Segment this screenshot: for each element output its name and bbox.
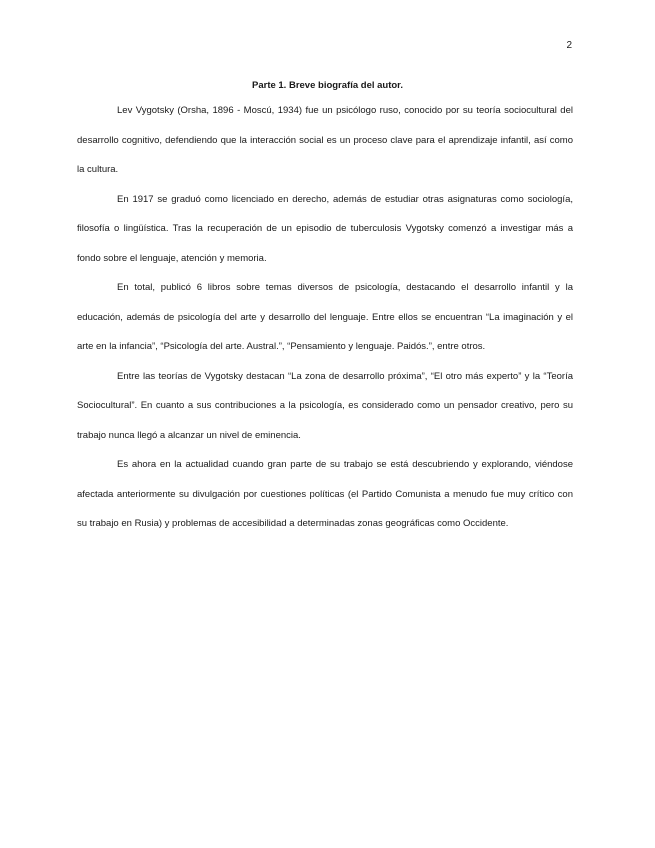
paragraph-1: Lev Vygotsky (Orsha, 1896 - Moscú, 1934) fue un psicólogo ruso, conocido por su teoría sociocultural del desarrollo cognitivo, defendiendo que la interacción social es un proceso clave para el aprendizaje infantil, así como la cultura. [77,105,573,175]
paragraph-5: Es ahora en la actualidad cuando gran parte de su trabajo se está descubriendo y explorando, viéndose afectada anteriormente su divulgación por cuestiones políticas (el Partido Comunista a menudo fue muy crítico con su trabajo en Rusia) y problemas de accesibilidad a determinadas zonas geográficas como Occidente. [77,459,573,529]
section-title: Parte 1. Breve biografía del autor. [252,80,403,91]
document-body [77,96,573,539]
paragraph-4: Entre las teorías de Vygotsky destacan “La zona de desarrollo próxima”, “El otro más experto” y la “Teoría Sociocultural”. En cuanto a sus contribuciones a la psicología, es considerado como un pensador creativo, pero su trabajo nunca llegó a alcanzar un nivel de eminencia. [77,370,573,441]
page-number: 2 [566,40,572,51]
paragraph-3: En total, publicó 6 libros sobre temas diversos de psicología, destacando el desarrollo infantil y la educación, además de psicología del arte y desarrollo del lenguaje. Entre ellos se encuentran “La imaginación y el arte en la infancia”, “Psicología del arte. Austral.”, “Pensamiento y lenguaje. Paidós.”, entre otros. [77,282,573,352]
paragraph-2: En 1917 se graduó como licenciado en derecho, además de estudiar otras asignaturas como sociología, filosofía o lingüística. Tras la recuperación de un episodio de tuberculosis Vygotsky comenzó a investigar más a fondo sobre el lenguaje, atención y memoria. [77,193,573,264]
